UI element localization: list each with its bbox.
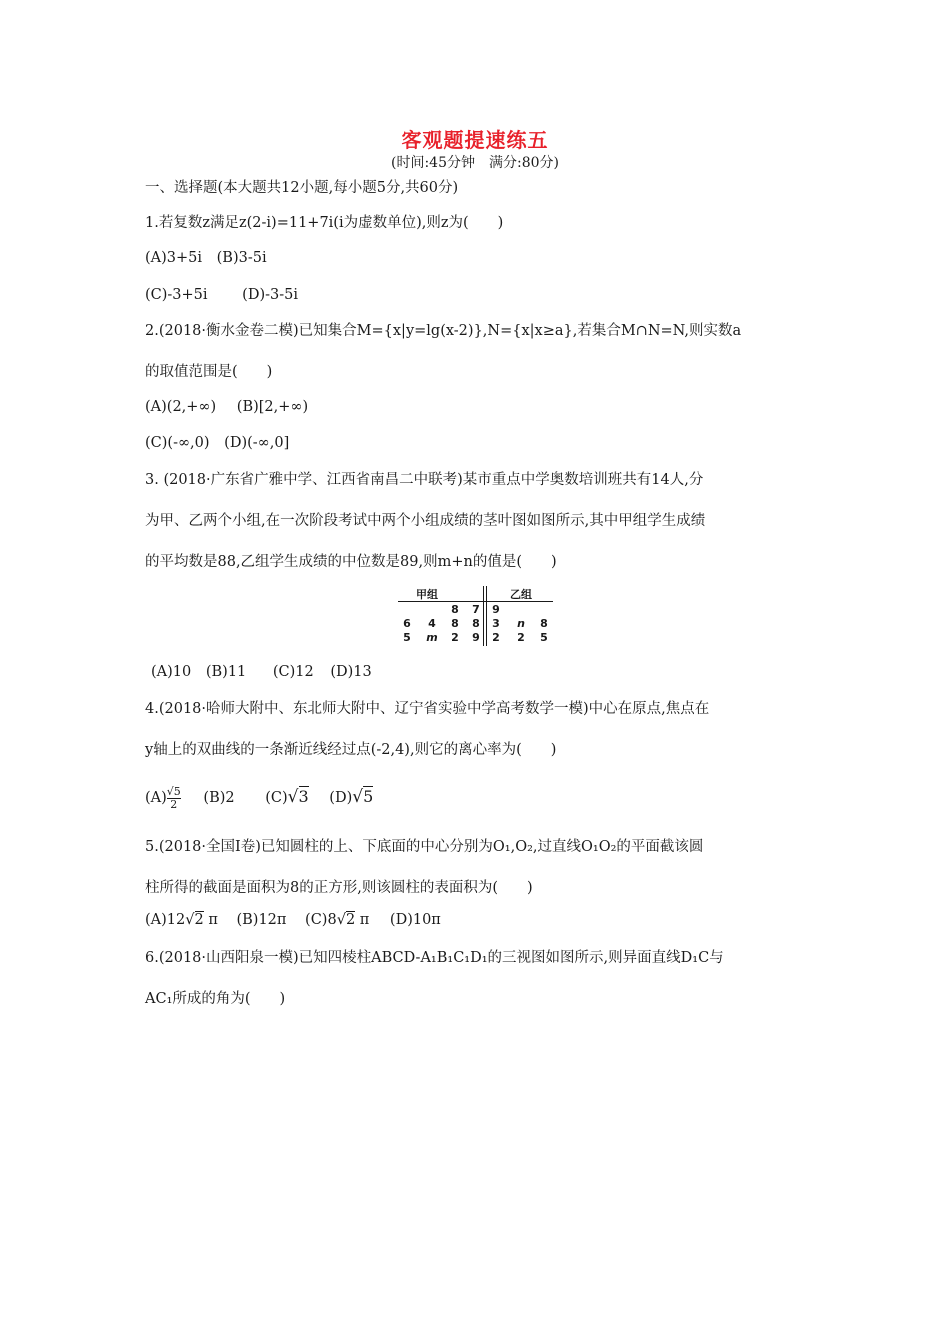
stem-cell: 8 bbox=[472, 617, 480, 630]
sqrt-sign: √ bbox=[352, 787, 364, 807]
leaf-cell: 5 bbox=[540, 631, 548, 644]
question-4-stem-line1: 4.(2018·哈师大附中、东北师大附中、辽宁省实验中学高考数学一模)中心在原点,焦点在 bbox=[145, 701, 710, 717]
q1-option-a: (A)3+5i bbox=[145, 250, 203, 266]
leaf-cell: 5 bbox=[403, 631, 411, 644]
question-3-stem-line2: 为甲、乙两个小组,在一次阶段考试中两个小组成绩的茎叶图如图所示,其中甲组学生成绩 bbox=[145, 513, 706, 529]
stem-leaf-divider-right bbox=[486, 586, 487, 646]
q5-option-a: (A)12√2 π bbox=[145, 912, 218, 928]
q2-option-c: (C)(-∞,0) bbox=[145, 435, 210, 451]
leaf-cell: 3 bbox=[492, 617, 500, 630]
q1-option-b: (B)3-5i bbox=[216, 250, 267, 266]
question-6-stem-line2: AC₁所成的角为( ) bbox=[145, 991, 286, 1007]
question-2-stem-line2: 的取值范围是( ) bbox=[145, 364, 273, 380]
sqrt-sign: √ bbox=[287, 787, 299, 807]
leaf-cell: 8 bbox=[451, 617, 459, 630]
question-3-stem-line1: 3. (2018·广东省广雅中学、江西省南昌二中联考)某市重点中学奥数培训班共有14人,分 bbox=[145, 472, 704, 488]
stem-leaf-left-header: 甲组 bbox=[416, 588, 438, 601]
question-2-options-row1 bbox=[145, 397, 308, 417]
sqrt-sign: √ bbox=[185, 912, 195, 928]
stem-leaf-header-rule bbox=[398, 601, 553, 602]
question-2-options-row2 bbox=[145, 433, 289, 453]
q3-option-d: (D)13 bbox=[330, 664, 372, 680]
leaf-cell: m bbox=[426, 631, 438, 644]
sqrt-sign: √ bbox=[336, 912, 346, 928]
question-3-stem-line3: 的平均数是88,乙组学生成绩的中位数是89,则m+n的值是( ) bbox=[145, 554, 557, 570]
exam-info: (时间:45分钟 满分:80分) bbox=[391, 155, 559, 171]
stem-leaf-divider-left bbox=[483, 586, 484, 646]
question-4-stem-line2: y轴上的双曲线的一条渐近线经过点(-2,4),则它的离心率为( ) bbox=[145, 742, 557, 758]
stem-leaf-right-header: 乙组 bbox=[510, 588, 532, 601]
question-2-stem-line1: 2.(2018·衡水金卷二模)已知集合M={x|y=lg(x-2)},N={x|x≥a},若集合M∩N=N,则实数a bbox=[145, 323, 742, 339]
leaf-cell: 4 bbox=[428, 617, 436, 630]
leaf-cell: 2 bbox=[492, 631, 500, 644]
q4-option-c: (C)√3 bbox=[265, 787, 309, 807]
q4-option-b: (B)2 bbox=[203, 790, 235, 806]
question-5-stem-line1: 5.(2018·全国Ⅰ卷)已知圆柱的上、下底面的中心分别为O₁,O₂,过直线O₁O₂的平面截该圆 bbox=[145, 839, 704, 855]
leaf-cell: 2 bbox=[517, 631, 525, 644]
leaf-cell: 9 bbox=[492, 603, 500, 616]
q3-option-b: (B)11 bbox=[205, 664, 247, 680]
question-5-stem-line2: 柱所得的截面是面积为8的正方形,则该圆柱的表面积为( ) bbox=[145, 880, 533, 896]
stem-cell: 9 bbox=[472, 631, 480, 644]
question-1-options-row2 bbox=[145, 285, 298, 305]
leaf-cell: 8 bbox=[540, 617, 548, 630]
q2-option-d: (D)(-∞,0] bbox=[224, 435, 290, 451]
q4-option-a: (A) $\frac{√5}{2}$ bbox=[145, 784, 181, 811]
page-title: 客观题提速练五 bbox=[401, 128, 549, 152]
q1-option-c: (C)-3+5i bbox=[145, 287, 208, 303]
section-heading: 一、选择题(本大题共12小题,每小题5分,共60分) bbox=[145, 180, 459, 196]
q3-option-c: (C)12 bbox=[272, 664, 314, 680]
question-1-stem: 1.若复数z满足z(2-i)=11+7i(i为虚数单位),则z为( ) bbox=[145, 215, 504, 231]
q1-option-d: (D)-3-5i bbox=[242, 287, 298, 303]
q2-option-b: (B)[2,+∞) bbox=[236, 399, 309, 415]
leaf-cell: n bbox=[517, 617, 525, 630]
fraction: $\frac{√5}{2}$ bbox=[166, 784, 181, 811]
question-1-options-row1 bbox=[145, 248, 267, 268]
q5-option-d: (D)10π bbox=[389, 912, 441, 928]
q2-option-a: (A)(2,+∞) bbox=[145, 399, 217, 415]
leaf-cell: 8 bbox=[451, 603, 459, 616]
leaf-cell: 6 bbox=[403, 617, 411, 630]
question-4-options bbox=[145, 780, 373, 814]
leaf-cell: 2 bbox=[451, 631, 459, 644]
question-6-stem-line1: 6.(2018·山西阳泉一模)已知四棱柱ABCD-A₁B₁C₁D₁的三视图如图所示,则异面直线D₁C与 bbox=[145, 950, 724, 966]
q4-option-d: (D)√5 bbox=[329, 787, 374, 807]
q3-option-a: (A)10 bbox=[151, 664, 192, 680]
q5-option-c: (C)8√2 π bbox=[305, 912, 370, 928]
q5-option-b: (B)12π bbox=[236, 912, 287, 928]
stem-leaf-plot bbox=[398, 586, 553, 646]
question-3-options bbox=[145, 662, 372, 682]
question-5-options bbox=[145, 910, 441, 930]
stem-cell: 7 bbox=[472, 603, 480, 616]
